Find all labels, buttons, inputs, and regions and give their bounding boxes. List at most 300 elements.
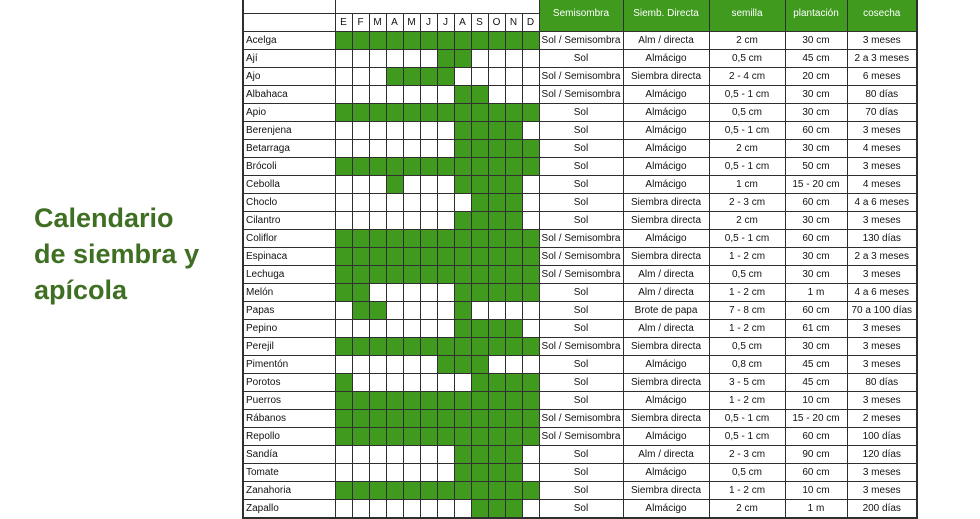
crop-sun: Sol [539,464,623,482]
crop-depth: 0,5 cm [709,464,785,482]
month-header: E [335,14,352,32]
crop-spacing: 15 - 20 cm [785,176,847,194]
month-cell-empty [471,68,488,86]
month-cell-active [420,482,437,500]
month-cell-empty [352,140,369,158]
month-cell-active [335,374,352,392]
month-cell-active [386,158,403,176]
crop-method: Siembra directa [623,68,709,86]
table-row [243,428,917,446]
month-cell-empty [437,176,454,194]
crop-method: Siembra directa [623,248,709,266]
month-cell-active [505,392,522,410]
planting-calendar-table [242,0,918,519]
month-cell-active [505,320,522,338]
month-cell-active [471,104,488,122]
crop-sun: Sol [539,194,623,212]
crop-harvest: 3 meses [847,212,917,230]
month-cell-active [488,122,505,140]
crop-method: Alm / directa [623,266,709,284]
month-cell-active [505,230,522,248]
month-cell-active [420,266,437,284]
month-cell-active [488,320,505,338]
month-cell-empty [335,68,352,86]
month-cell-empty [352,356,369,374]
crop-sun: Sol / Semisombra [539,230,623,248]
crop-name: Lechuga [243,266,335,284]
crop-depth: 2 - 4 cm [709,68,785,86]
crop-sun: Sol [539,356,623,374]
month-cell-active [403,230,420,248]
crop-rows [243,32,917,519]
month-cell-empty [335,302,352,320]
crop-harvest: 130 días [847,230,917,248]
month-cell-active [488,446,505,464]
crop-harvest: 3 meses [847,338,917,356]
month-cell-active [471,284,488,302]
month-cell-empty [437,302,454,320]
crop-harvest: 2 a 3 meses [847,248,917,266]
month-cell-empty [505,356,522,374]
crop-sun: Sol [539,500,623,519]
crop-name: Apio [243,104,335,122]
crop-harvest: 3 meses [847,158,917,176]
month-cell-empty [369,374,386,392]
crop-harvest: 80 días [847,86,917,104]
month-cell-empty [420,176,437,194]
month-cell-empty [369,320,386,338]
crop-harvest: 4 a 6 meses [847,284,917,302]
month-cell-empty [335,50,352,68]
month-cell-empty [454,374,471,392]
month-header: F [352,14,369,32]
month-header: A [386,14,403,32]
month-cell-active [522,482,539,500]
month-cell-active [352,248,369,266]
month-cell-active [369,230,386,248]
month-cell-active [505,482,522,500]
month-cell-empty [403,50,420,68]
crop-harvest: 4 a 6 meses [847,194,917,212]
month-cell-active [420,392,437,410]
crop-sun: Sol [539,446,623,464]
crop-harvest: 3 meses [847,122,917,140]
crop-method: Almácigo [623,158,709,176]
table-row [243,230,917,248]
slide-title [34,200,234,308]
header-siembra: Siemb. Directa [623,0,709,32]
month-cell-empty [403,446,420,464]
month-cell-active [522,140,539,158]
month-cell-active [369,266,386,284]
table-row [243,284,917,302]
month-cell-empty [488,68,505,86]
month-cell-empty [454,68,471,86]
crop-harvest: 2 meses [847,410,917,428]
crop-depth: 0,5 cm [709,50,785,68]
month-cell-empty [403,374,420,392]
crop-name: Zanahoria [243,482,335,500]
month-cell-active [454,212,471,230]
month-cell-empty [352,50,369,68]
crop-method: Alm / directa [623,446,709,464]
table-row [243,446,917,464]
crop-method: Almácigo [623,140,709,158]
month-cell-active [386,176,403,194]
month-cell-empty [386,302,403,320]
crop-sun: Sol [539,50,623,68]
month-cell-active [369,32,386,50]
table-row [243,68,917,86]
month-cell-empty [488,356,505,374]
crop-spacing: 60 cm [785,194,847,212]
month-cell-active [437,410,454,428]
month-cell-active [488,374,505,392]
month-cell-active [471,392,488,410]
month-cell-empty [505,50,522,68]
crop-harvest: 3 meses [847,482,917,500]
month-cell-active [505,104,522,122]
table-row [243,140,917,158]
month-cell-empty [437,86,454,104]
table-row [243,212,917,230]
month-cell-active [369,428,386,446]
month-cell-active [386,32,403,50]
month-cell-empty [369,86,386,104]
crop-sun: Sol [539,122,623,140]
month-cell-empty [522,464,539,482]
month-cell-empty [471,302,488,320]
month-cell-active [471,212,488,230]
month-cell-active [352,428,369,446]
table-row [243,50,917,68]
month-cell-active [420,410,437,428]
month-cell-empty [522,122,539,140]
month-cell-empty [386,140,403,158]
crop-name: Choclo [243,194,335,212]
crop-depth: 1 - 2 cm [709,392,785,410]
month-cell-empty [352,374,369,392]
crop-spacing: 30 cm [785,140,847,158]
crop-harvest: 3 meses [847,392,917,410]
crop-method: Siembra directa [623,374,709,392]
crop-method: Almácigo [623,104,709,122]
table-row [243,410,917,428]
month-cell-empty [505,302,522,320]
month-cell-active [488,428,505,446]
month-cell-active [522,338,539,356]
month-cell-active [488,284,505,302]
crop-method: Almácigo [623,500,709,519]
table-row [243,266,917,284]
month-cell-active [454,230,471,248]
month-cell-empty [403,194,420,212]
crop-sun: Sol [539,374,623,392]
month-cell-empty [352,68,369,86]
month-cell-active [471,194,488,212]
month-cell-empty [352,194,369,212]
crop-sun: Sol [539,158,623,176]
month-cell-empty [386,86,403,104]
month-cell-active [369,392,386,410]
month-cell-active [420,68,437,86]
month-cell-empty [386,320,403,338]
month-cell-empty [369,356,386,374]
crop-depth: 3 - 5 cm [709,374,785,392]
month-cell-active [437,338,454,356]
month-cell-empty [386,194,403,212]
month-cell-empty [386,122,403,140]
crop-spacing: 1 m [785,284,847,302]
month-cell-empty [522,212,539,230]
crop-sun: Sol [539,320,623,338]
month-cell-active [471,176,488,194]
crop-depth: 2 cm [709,500,785,519]
crop-spacing: 20 cm [785,68,847,86]
month-cell-empty [403,122,420,140]
month-cell-active [471,356,488,374]
month-cell-empty [369,212,386,230]
month-cell-active [403,32,420,50]
crop-name: Acelga [243,32,335,50]
crop-depth: 0,5 - 1 cm [709,428,785,446]
month-cell-empty [335,86,352,104]
crop-spacing: 90 cm [785,446,847,464]
crop-harvest: 3 meses [847,464,917,482]
month-cell-active [437,158,454,176]
crop-name: Coliflor [243,230,335,248]
month-cell-active [454,86,471,104]
crop-spacing: 30 cm [785,212,847,230]
month-cell-empty [386,212,403,230]
month-cell-active [369,482,386,500]
month-cell-empty [403,356,420,374]
crop-method: Almácigo [623,230,709,248]
month-header: N [505,14,522,32]
month-cell-active [386,392,403,410]
crop-method: Almácigo [623,86,709,104]
month-cell-active [488,482,505,500]
header-semilla: semilla [709,0,785,32]
month-cell-active [522,248,539,266]
month-cell-active [420,248,437,266]
month-cell-active [335,266,352,284]
crop-depth: 2 cm [709,212,785,230]
crop-name: Rábanos [243,410,335,428]
table-row [243,122,917,140]
crop-spacing: 45 cm [785,374,847,392]
table-row [243,356,917,374]
month-cell-empty [403,86,420,104]
month-cell-empty [403,500,420,519]
crop-harvest: 80 días [847,374,917,392]
month-cell-empty [403,320,420,338]
crop-sun: Sol [539,104,623,122]
month-cell-empty [369,122,386,140]
month-cell-empty [420,86,437,104]
month-cell-active [505,464,522,482]
table-row [243,338,917,356]
month-cell-empty [386,356,403,374]
month-cell-active [488,410,505,428]
month-cell-active [471,464,488,482]
month-cell-active [454,320,471,338]
month-cell-active [454,266,471,284]
month-cell-empty [386,464,403,482]
month-cell-active [471,446,488,464]
month-cell-active [522,158,539,176]
month-cell-active [352,266,369,284]
month-cell-active [335,32,352,50]
crop-spacing: 45 cm [785,50,847,68]
month-cell-active [522,32,539,50]
month-cell-active [386,428,403,446]
crop-sun: Sol [539,392,623,410]
month-cell-active [471,428,488,446]
month-cell-empty [505,68,522,86]
month-cell-active [488,212,505,230]
month-cell-active [335,284,352,302]
month-cell-empty [352,446,369,464]
month-cell-active [420,230,437,248]
crop-harvest: 3 meses [847,320,917,338]
month-cell-empty [420,284,437,302]
crop-method: Almácigo [623,464,709,482]
month-cell-empty [335,500,352,519]
month-cell-active [488,32,505,50]
crop-spacing: 30 cm [785,266,847,284]
month-cell-empty [420,302,437,320]
crop-harvest: 6 meses [847,68,917,86]
crop-harvest: 4 meses [847,140,917,158]
month-cell-active [369,248,386,266]
month-cell-active [471,266,488,284]
crop-depth: 0,8 cm [709,356,785,374]
crop-method: Alm / directa [623,284,709,302]
month-cell-active [335,410,352,428]
crop-depth: 1 - 2 cm [709,248,785,266]
month-cell-empty [352,320,369,338]
header-months-blank [335,0,539,14]
crop-name: Papas [243,302,335,320]
month-cell-active [505,122,522,140]
month-cell-active [403,104,420,122]
slide-title-line-2: de siembra y [34,239,200,269]
month-cell-active [505,248,522,266]
crop-spacing: 60 cm [785,122,847,140]
month-cell-empty [420,500,437,519]
month-cell-empty [420,212,437,230]
table-row [243,374,917,392]
month-cell-empty [522,446,539,464]
crop-name: Ajo [243,68,335,86]
month-cell-active [522,428,539,446]
month-cell-empty [352,86,369,104]
month-cell-empty [454,194,471,212]
month-cell-empty [335,194,352,212]
crop-sun: Sol / Semisombra [539,428,623,446]
month-cell-empty [386,50,403,68]
month-header: J [420,14,437,32]
month-cell-active [352,104,369,122]
month-cell-active [386,482,403,500]
month-cell-empty [420,446,437,464]
month-cell-active [488,104,505,122]
crop-method: Almácigo [623,428,709,446]
crop-spacing: 50 cm [785,158,847,176]
month-cell-empty [522,302,539,320]
table-row [243,248,917,266]
month-cell-active [471,410,488,428]
crop-harvest: 3 meses [847,356,917,374]
month-cell-active [488,248,505,266]
month-cell-active [505,158,522,176]
month-cell-empty [386,374,403,392]
month-cell-active [352,392,369,410]
month-cell-active [454,338,471,356]
month-cell-active [403,266,420,284]
month-cell-empty [522,320,539,338]
month-cell-active [454,302,471,320]
month-cell-empty [369,464,386,482]
crop-depth: 7 - 8 cm [709,302,785,320]
month-cell-active [437,266,454,284]
month-cell-empty [437,320,454,338]
crop-spacing: 1 m [785,500,847,519]
crop-harvest: 2 a 3 meses [847,50,917,68]
month-cell-active [471,482,488,500]
month-cell-active [352,230,369,248]
month-cell-active [335,158,352,176]
month-cell-active [454,122,471,140]
header-semisombra: Semisombra [539,0,623,32]
month-cell-empty [505,86,522,104]
month-cell-empty [420,356,437,374]
month-cell-active [488,392,505,410]
table-row [243,158,917,176]
month-cell-empty [335,176,352,194]
crop-name: Zapallo [243,500,335,519]
crop-sun: Sol / Semisombra [539,410,623,428]
month-cell-empty [522,176,539,194]
month-cell-empty [488,302,505,320]
month-cell-active [335,338,352,356]
month-cell-active [471,158,488,176]
crop-method: Almácigo [623,50,709,68]
month-header: A [454,14,471,32]
month-cell-active [437,482,454,500]
month-cell-active [454,158,471,176]
month-header: M [403,14,420,32]
table-row [243,86,917,104]
table-row [243,500,917,519]
month-cell-empty [437,284,454,302]
crop-depth: 1 cm [709,176,785,194]
crop-depth: 0,5 - 1 cm [709,158,785,176]
month-cell-empty [488,86,505,104]
crop-name: Betarraga [243,140,335,158]
month-cell-active [505,176,522,194]
crop-sun: Sol / Semisombra [539,86,623,104]
month-cell-active [369,338,386,356]
month-header: J [437,14,454,32]
month-cell-active [505,194,522,212]
crop-name: Repollo [243,428,335,446]
crop-sun: Sol [539,284,623,302]
month-cell-empty [437,122,454,140]
header-cosecha: cosecha [847,0,917,32]
month-cell-active [437,356,454,374]
